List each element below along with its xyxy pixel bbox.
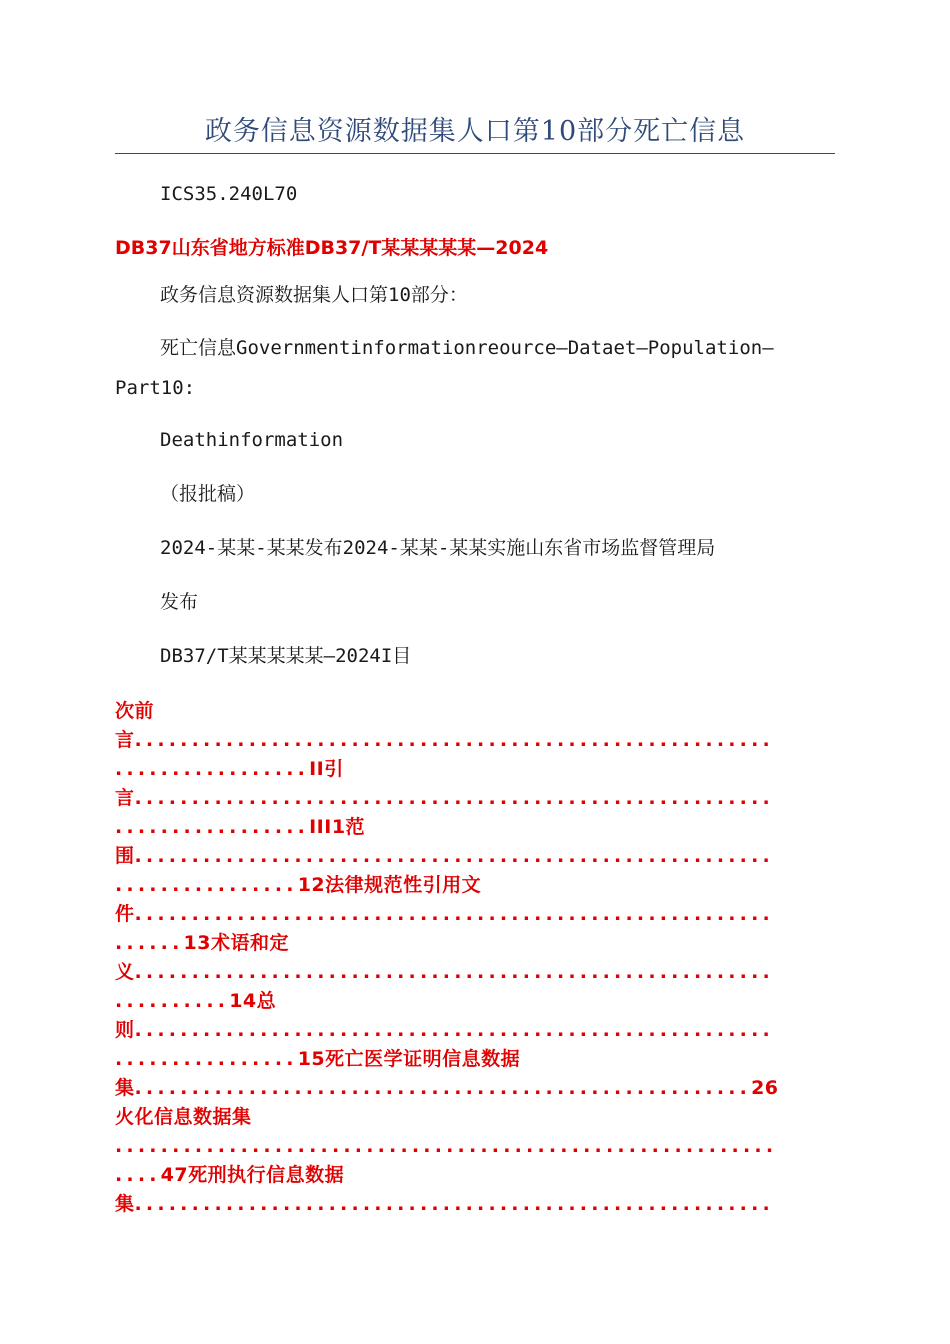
toc-line[interactable]	[115, 1016, 835, 1045]
toc-leader-dots: ........................................................	[134, 845, 774, 867]
toc-leader-dots: .................	[115, 758, 310, 780]
toc-line[interactable]	[115, 813, 835, 842]
toc-line[interactable]	[115, 842, 835, 871]
toc-entry-lead: 集	[115, 1193, 135, 1215]
toc-entry-text: 15死亡医学证明信息数据	[297, 1048, 521, 1070]
ics-code: ICS35.240L70	[160, 183, 298, 205]
toc-entry-text: 火化信息数据集	[115, 1106, 252, 1128]
toc-entry-text: 次前	[115, 700, 155, 722]
toc-leader-dots: ........................................................	[134, 961, 774, 983]
toc-entry-lead: 义	[115, 961, 135, 983]
toc-line[interactable]	[115, 1132, 835, 1161]
toc-line[interactable]	[115, 1045, 835, 1074]
toc-line[interactable]	[115, 726, 835, 755]
toc-entry-text: 26	[751, 1077, 779, 1099]
toc-entry-lead: 言	[115, 729, 135, 751]
standard-header: DB37山东省地方标准DB37/T某某某某某—2024	[115, 237, 549, 259]
toc-entry-lead: 围	[115, 845, 135, 867]
document-title: 政务信息资源数据集人口第10部分死亡信息	[204, 116, 746, 147]
toc-entry-text: 12法律规范性引用文	[297, 874, 482, 896]
toc-line[interactable]	[115, 1190, 835, 1219]
toc-leader-dots: ..........................................................	[115, 1135, 778, 1157]
toc-leader-dots: ........................................................	[134, 903, 774, 925]
toc-leader-dots: ................	[115, 874, 298, 896]
toc-header: DB37/T某某某某某—2024I目	[160, 645, 412, 667]
toc-leader-dots: ..........	[115, 990, 230, 1012]
subtitle-cn: 政务信息资源数据集人口第10部分：	[160, 284, 468, 306]
toc-entry-lead: 件	[115, 903, 135, 925]
publish-line2: 发布	[160, 591, 199, 613]
toc-entry-text: 14总	[229, 990, 277, 1012]
toc-line[interactable]	[115, 987, 835, 1016]
toc-leader-dots: ......................................................	[134, 1077, 752, 1099]
toc-leader-dots: ........................................................	[134, 1193, 774, 1215]
draft-status: （报批稿）	[160, 483, 256, 505]
table-of-contents	[115, 697, 835, 1219]
toc-leader-dots: ......	[115, 932, 184, 954]
toc-leader-dots: ........................................................	[134, 787, 774, 809]
toc-leader-dots: .................	[115, 816, 310, 838]
toc-entry-lead: 集	[115, 1077, 135, 1099]
subtitle-en-line2: Part10:	[115, 377, 196, 399]
toc-line[interactable]	[115, 958, 835, 987]
toc-entry-text: III1范	[309, 816, 366, 838]
toc-entry-lead: 言	[115, 787, 135, 809]
toc-entry-text: 47死刑执行信息数据	[160, 1164, 345, 1186]
title-underline	[115, 153, 835, 154]
toc-leader-dots: ........................................................	[134, 1019, 774, 1041]
toc-line[interactable]	[115, 1074, 835, 1103]
toc-line[interactable]	[115, 755, 835, 784]
subtitle-en-line1: 死亡信息Governmentinformationreource—Dataet—Population—	[160, 337, 774, 359]
toc-line[interactable]	[115, 784, 835, 813]
toc-leader-dots: ................	[115, 1048, 298, 1070]
toc-line[interactable]	[115, 1103, 835, 1132]
publish-line1: 2024-某某-某某发布2024-某某-某某实施山东省市场监督管理局	[160, 537, 716, 559]
toc-leader-dots: ....	[115, 1164, 161, 1186]
toc-leader-dots: ........................................................	[134, 729, 774, 751]
toc-line[interactable]	[115, 1161, 835, 1190]
toc-entry-text: 13术语和定	[183, 932, 289, 954]
toc-entry-text: II引	[309, 758, 344, 780]
toc-line[interactable]	[115, 900, 835, 929]
toc-line[interactable]	[115, 929, 835, 958]
subtitle-en-line3: Deathinformation	[160, 429, 344, 451]
toc-line[interactable]	[115, 697, 835, 726]
toc-entry-lead: 则	[115, 1019, 135, 1041]
toc-line[interactable]	[115, 871, 835, 900]
